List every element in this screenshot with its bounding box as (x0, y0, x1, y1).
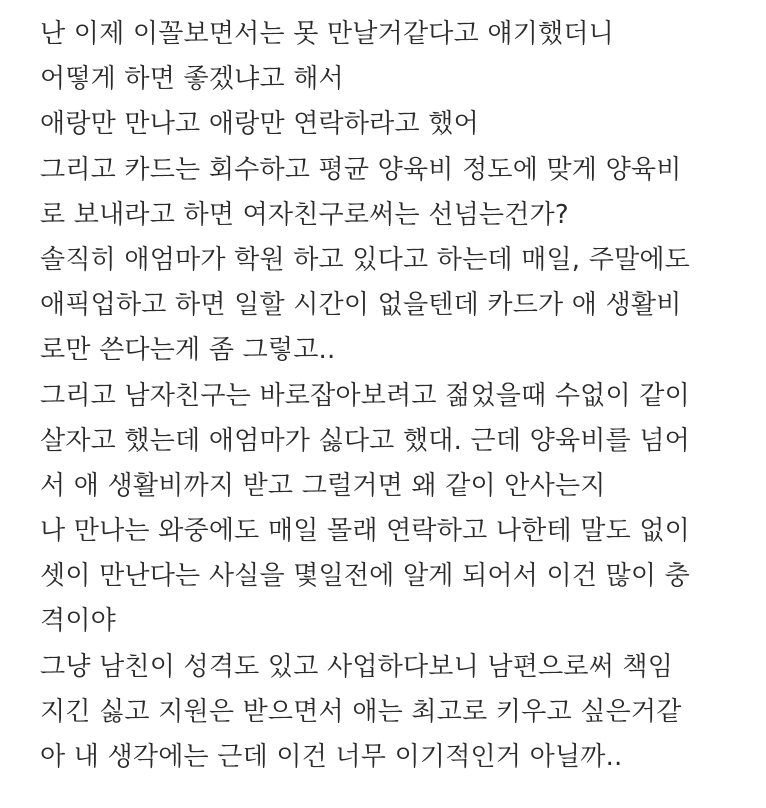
text-line-5: 로 보내라고 하면 여자친구로써는 선넘는건가? (40, 199, 569, 230)
text-line-8: 로만 쓴다는게 좀 그렇고.. (40, 335, 336, 366)
text-line-15: 그냥 남친이 성격도 있고 사업하다보니 남편으로써 책임 (40, 651, 674, 682)
text-line-17: 아 내 생각에는 근데 이건 너무 이기적인거 아닐까.. (40, 742, 623, 772)
text-line-11: 서 애 생활비까지 받고 그럴거면 왜 같이 안사는지 (40, 470, 606, 501)
text-line-1: 난 이제 이꼴보면서는 못 만날거같다고 얘기했더니 (40, 19, 614, 49)
text-line-7: 애픽업하고 하면 일할 시간이 없을텐데 카드가 애 생활비 (40, 290, 682, 321)
text-line-16: 지긴 싫고 지원은 받으면서 애는 최고로 키우고 싶은거같 (40, 696, 682, 727)
text-line-14: 격이야 (40, 606, 116, 637)
text-line-9: 그리고 남자친구는 바로잡아보려고 젊었을때 수없이 같이 (40, 380, 690, 411)
text-line-3: 애랑만 만나고 애랑만 연락하라고 했어 (40, 109, 479, 140)
text-line-12: 나 만나는 와중에도 매일 몰래 연락하고 나한테 말도 없이 (40, 516, 690, 547)
text-line-2: 어떻게 하면 좋겠냐고 해서 (40, 64, 344, 95)
text-line-10: 살자고 했는데 애엄마가 싫다고 했대. 근데 양육비를 넘어 (40, 425, 690, 456)
text-line-6: 솔직히 애엄마가 학원 하고 있다고 하는데 매일, 주말에도 (40, 244, 690, 275)
text-line-13: 셋이 만난다는 사실을 몇일전에 알게 되어서 이건 많이 충 (40, 561, 690, 592)
text-line-4: 그리고 카드는 회수하고 평균 양육비 정도에 맞게 양육비 (40, 154, 682, 185)
